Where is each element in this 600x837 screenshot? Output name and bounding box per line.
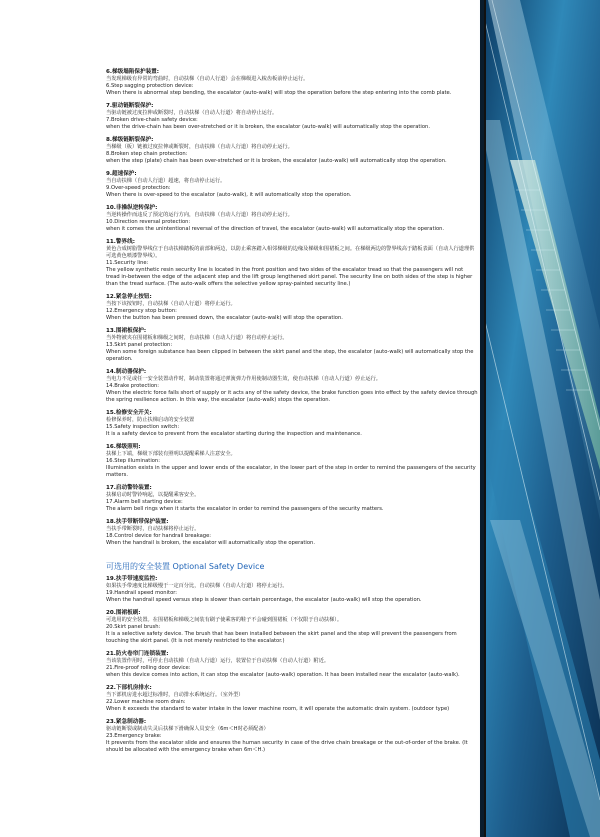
safety-item-text: 当下部机房进水超过标准时，自动排水系统运行。（室外型） — [106, 692, 244, 698]
safety-item-text: 检修保养时，防止扶梯启动的安全装置 — [106, 417, 195, 423]
safety-item-text: When the electric force falls short of supply or it acts any of the safety device, the brake function goes into effect by the safety device through the spring resilience action. In this way, the escalator (auto-walk) stops the operation. — [106, 390, 478, 403]
safety-item-text: 扶梯启动时警铃响起，以提醒乘客安全。 — [106, 492, 200, 498]
safety-item — [106, 443, 478, 479]
safety-item-text: When there is abnormal step bending, the escalator (auto-walk) will stop the operation before the step entering into the comb plate. — [106, 90, 452, 96]
safety-item-title: 14.制动器保护: — [106, 369, 147, 375]
safety-item-text: The yellow synthetic resin security line is located in the front position and two sides of the escalator tread so that the passengers will not tread in-between the edge of the adjacent step and the lift group lengthened skirt panel. The security line on both sides of the step is higher than the tread surface. (The auto-walk offers the selective yellow spray-painted security line.) — [106, 267, 473, 287]
safety-item-title: 7.驱动链断裂保护: — [106, 103, 154, 109]
safety-item-text: 当发现梯级有异常的弯曲时，自动扶梯（自动人行道）会在梯级进入梳齿板前停止运行。 — [106, 76, 309, 82]
safety-item-text: when this device comes into action, it can stop the escalator (auto-walk) operation. It has been installed near the escalator (auto-walk). — [106, 672, 460, 678]
safety-item — [106, 204, 478, 233]
escalator-photo-svg — [480, 0, 600, 837]
safety-item-text: Illumination exists in the upper and lower ends of the escalator, in the lower part of the step in order to remind the passengers of the security matters. — [106, 465, 476, 478]
safety-item — [106, 327, 478, 363]
safety-item-text: 10.Direction reversal protection: — [106, 219, 191, 225]
safety-item-title: 8.梯级链断裂保护: — [106, 137, 154, 143]
safety-item-text: 当按下该按钮时，自动扶梯（自动人行道）将停止运行。 — [106, 301, 236, 307]
safety-item-text: 12.Emergency stop button: — [106, 308, 177, 314]
safety-item-text: 当驱动链被过度拉伸或断裂时，自动扶梯（自动人行道）将自动停止运行。 — [106, 110, 278, 116]
safety-item — [106, 68, 478, 97]
safety-item-text: It prevents from the escalator slide and ensures the human security in case of the drive chain breakage or the out-of-order of the brake. (It should be allocated with the emergency brake when 6m＜H.) — [106, 740, 468, 753]
safety-item-title: 16.梯级照明: — [106, 444, 141, 450]
safety-item — [106, 368, 478, 404]
safety-item — [106, 518, 478, 547]
safety-item — [106, 409, 478, 438]
safety-item-text: 19.Handrail speed monitor: — [106, 590, 178, 596]
safety-item-text: 当该装置作用时，可停止自动扶梯（自动人行道）运行，装置位于自动扶梯（自动人行道）附近。 — [106, 658, 330, 664]
safety-item — [106, 650, 478, 679]
safety-item-text: 22.Lower machine room drain: — [106, 699, 186, 705]
safety-item — [106, 102, 478, 131]
safety-item-title: 21.防火卷帘门连锁装置: — [106, 651, 169, 657]
safety-item-title: 17.启动警铃装置: — [106, 485, 152, 491]
safety-item-text: 当扶手带断裂时，自动扶梯将停止运行。 — [106, 526, 200, 532]
safety-item-text: 7.Broken drive-chain safety device: — [106, 117, 198, 123]
safety-item-text: 可选用的安全装置。在围裙板和梯级之间装有刷子使乘客的鞋子不会碰到围裙板（不仅限于自动扶梯）。 — [106, 617, 343, 623]
safety-item-text: 14.Brake protection: — [106, 383, 160, 389]
safety-item-text: 当逆转操作而违反了预定的运行方向，自动扶梯（自动人行道）将自动停止运行。 — [106, 212, 293, 218]
safety-item-text: The alarm bell rings when it starts the escalator in order to remind the passengers of the security matters. — [106, 506, 384, 512]
safety-item-text: 11.Security line: — [106, 260, 149, 266]
safety-item-title: 11.警界线: — [106, 239, 135, 245]
safety-item-title: 10.非操纵逆转保护: — [106, 205, 158, 211]
safety-item-text: 9.Over-speed protection: — [106, 185, 171, 191]
safety-item-text: 8.Broken step chain protection: — [106, 151, 188, 157]
optional-section-heading: 可选用的安全装置 Optional Safety Device — [106, 562, 265, 571]
safety-item — [106, 484, 478, 513]
safety-item-text: 驱动链断裂或制动失灵后扶梯下滑确保人员安全（6m＜H时必须配备） — [106, 726, 269, 732]
safety-item — [106, 575, 478, 604]
safety-item-text: When the handrail is broken, the escalator will automatically stop the operation. — [106, 540, 315, 546]
safety-item-text: 6.Step sagging protection device: — [106, 83, 194, 89]
safety-item-text: 扶梯上下端，梯级下部装有照明以提醒乘梯人注意安全。 — [106, 451, 236, 457]
photo-border — [484, 0, 486, 837]
safety-device-list — [106, 68, 478, 759]
safety-item-title: 18.扶手带断带保护装置: — [106, 519, 169, 525]
safety-item-text: When some foreign substance has been clipped in between the skirt panel and the step, the escalator (auto-walk) will automatically stop the operation. — [106, 349, 474, 362]
safety-item — [106, 170, 478, 199]
safety-item-text: when it comes the unintentional reversal of the direction of travel, the escalator (auto-walk) will automatically stop the operation. — [106, 226, 445, 232]
safety-item-text: 当外物被夹在围裙板和梯级之间时，自动扶梯（自动人行道）将自动停止运行。 — [106, 335, 288, 341]
safety-item-text: When the button has been pressed down, the escalator (auto-walk) will stop the operation. — [106, 315, 343, 321]
safety-item-text: 当梯级（板）链被过度拉伸或断裂时，自动扶梯（自动人行道）将自动停止运行。 — [106, 144, 293, 150]
safety-item — [106, 718, 478, 754]
safety-item-title: 19.扶手带速度监控: — [106, 576, 158, 582]
safety-item — [106, 684, 478, 713]
safety-item-text: It is a selective safety device. The brush that has been installed between the skirt panel and the step will prevent the passengers from touching the skirt panel. (It is not merely restricted to the escalator.) — [106, 631, 457, 644]
safety-item-text: when the step (plate) chain has been over-stretched or it is broken, the escalator (auto-walk) will automatically stop the operation. — [106, 158, 447, 164]
safety-item — [106, 136, 478, 165]
safety-item-text: 13.Skirt panel protection: — [106, 342, 173, 348]
safety-item-title: 23.紧急制动器: — [106, 719, 147, 725]
safety-item — [106, 293, 478, 322]
safety-item-text: When there is over-speed to the escalator (auto-walk), it will automatically stop the operation. — [106, 192, 352, 198]
safety-item-title: 6.梯级塌陷保护装置: — [106, 69, 160, 75]
safety-item-text: 如果扶手带速度比梯级慢于一定百分比，自动扶梯（自动人行道）将停止运行。 — [106, 583, 288, 589]
safety-item-text: 17.Alarm bell starting device: — [106, 499, 183, 505]
safety-item-title: 12.紧急停止按钮: — [106, 294, 152, 300]
safety-item-text: 15.Safety inspection switch: — [106, 424, 180, 430]
safety-item-text: 16.Step illumination: — [106, 458, 160, 464]
safety-item-text: It is a safety device to prevent from the escalator starting during the inspection and maintenance. — [106, 431, 362, 437]
safety-item-title: 20.围裙板刷: — [106, 610, 141, 616]
safety-item-title: 9.超速保护: — [106, 171, 137, 177]
safety-item-text: 黄色合成树脂警界线位于自动扶梯踏板的前部和两边，以防止乘客踏入相邻梯级的边缘及梯级和围裙板之间。在梯级两边的警界线高于踏板表面（自动人行道理供可选黄色喷漆警界线）。 — [106, 246, 475, 259]
safety-item-title: 13.围裙板保护: — [106, 328, 147, 334]
safety-item-title: 22.下部机房排水: — [106, 685, 152, 691]
safety-item-text: 21.Fire-proof rolling door device: — [106, 665, 191, 671]
safety-item-text: 当自动扶梯（自动人行道）超速，将自动停止运行。 — [106, 178, 226, 184]
safety-item-text: 18.Control device for handrail breakage: — [106, 533, 212, 539]
safety-item-title: 15.检修安全开关: — [106, 410, 152, 416]
escalator-photo — [480, 0, 600, 837]
safety-item-text: when the drive-chain has been over-stretched or it is broken, the escalator (auto-walk) will automatically stop the operation. — [106, 124, 430, 130]
safety-item — [106, 609, 478, 645]
safety-item — [106, 238, 478, 288]
safety-item-text: 20.Skirt panel brush: — [106, 624, 161, 630]
safety-item-text: When it exceeds the standard to water intake in the lower machine room, it will operate the automatic drain system. (outdoor type) — [106, 706, 450, 712]
safety-item-text: 当电力不足或任一安全装置动作时，制动装置将通过弹簧弹力作用使制动器生效，使自动扶梯（自动人行道）停止运行。 — [106, 376, 381, 382]
safety-item-text: When the handrail speed versus step is slower than certain percentage, the escalator (auto-walk) will stop the operation. — [106, 597, 422, 603]
safety-item-text: 23.Emergency brake: — [106, 733, 162, 739]
